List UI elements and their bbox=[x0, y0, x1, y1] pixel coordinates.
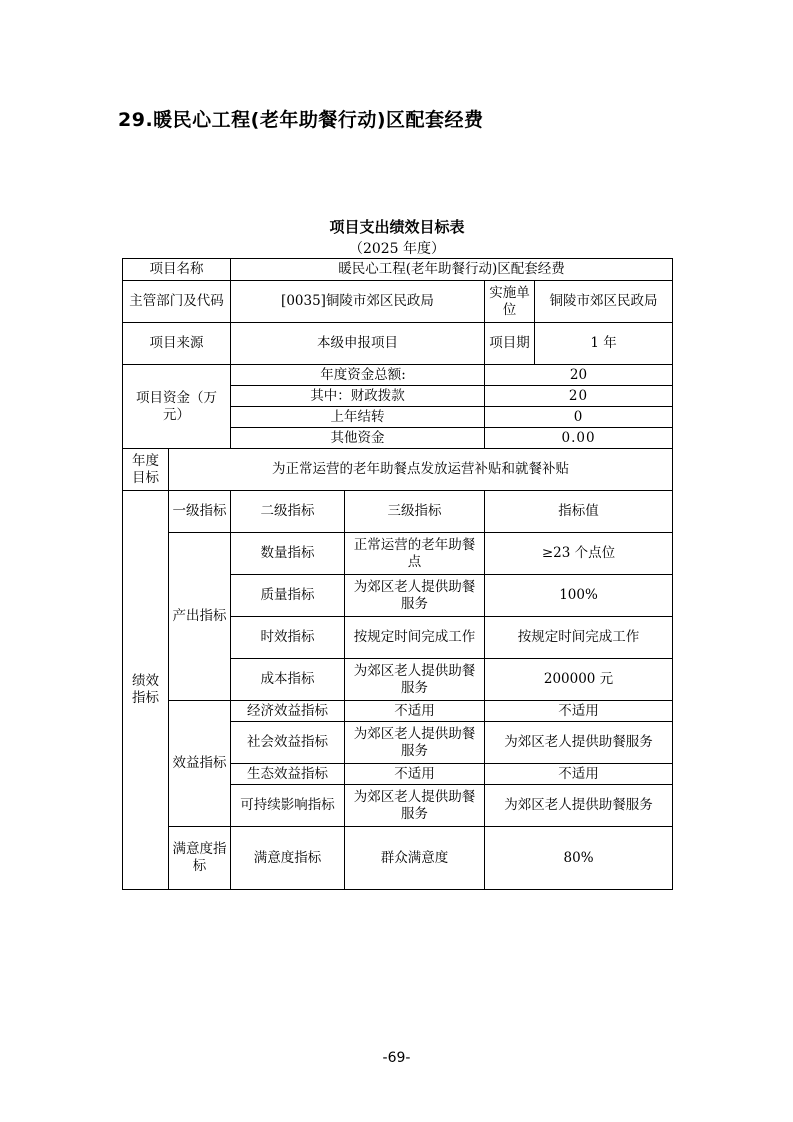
header-value: 指标值 bbox=[485, 491, 673, 533]
impl-label: 实施单位 bbox=[485, 281, 535, 323]
output-value: 按规定时间完成工作 bbox=[485, 617, 673, 659]
other-funds-value: 0.00 bbox=[485, 428, 673, 449]
header-level3: 三级指标 bbox=[345, 491, 485, 533]
total-funds-label: 年度资金总额: bbox=[231, 365, 485, 386]
benefit-value: 为郊区老人提供助餐服务 bbox=[485, 722, 673, 764]
output-indicator-label: 产出指标 bbox=[169, 533, 231, 701]
project-name-value: 暖民心工程(老年助餐行动)区配套经费 bbox=[231, 259, 673, 281]
output-level3: 为郊区老人提供助餐服务 bbox=[345, 575, 485, 617]
output-level3: 正常运营的老年助餐点 bbox=[345, 533, 485, 575]
total-funds-value: 20 bbox=[485, 365, 673, 386]
table-row bbox=[123, 323, 673, 365]
table-row bbox=[123, 827, 673, 890]
benefit-level3: 不适用 bbox=[345, 764, 485, 785]
source-value: 本级申报项目 bbox=[231, 323, 485, 365]
satisfaction-indicator-label: 满意度指标 bbox=[169, 827, 231, 890]
table-row bbox=[123, 701, 673, 722]
satisfaction-level2: 满意度指标 bbox=[231, 827, 345, 890]
output-value: 200000 元 bbox=[485, 659, 673, 701]
carryover-value: 0 bbox=[485, 407, 673, 428]
period-value: 1 年 bbox=[535, 323, 673, 365]
table-year: （2025 年度） bbox=[348, 241, 446, 257]
period-label: 项目期 bbox=[485, 323, 535, 365]
table-row bbox=[123, 533, 673, 575]
funds-label: 项目资金（万元） bbox=[123, 365, 231, 449]
header-level2: 二级指标 bbox=[231, 491, 345, 533]
table-row bbox=[123, 491, 673, 533]
fiscal-funds-value: 20 bbox=[485, 386, 673, 407]
benefit-level2: 经济效益指标 bbox=[231, 701, 345, 722]
benefit-level2: 生态效益指标 bbox=[231, 764, 345, 785]
impl-value: 铜陵市郊区民政局 bbox=[535, 281, 673, 323]
table-row bbox=[123, 449, 673, 491]
output-level2: 质量指标 bbox=[231, 575, 345, 617]
performance-table bbox=[122, 258, 673, 890]
output-level3: 按规定时间完成工作 bbox=[345, 617, 485, 659]
benefit-value: 不适用 bbox=[485, 701, 673, 722]
project-name-label: 项目名称 bbox=[123, 259, 231, 281]
other-funds-label: 其他资金 bbox=[231, 428, 485, 449]
benefit-value: 不适用 bbox=[485, 764, 673, 785]
benefit-level3: 为郊区老人提供助餐服务 bbox=[345, 722, 485, 764]
page-heading: 29.暖民心工程(老年助餐行动)区配套经费 bbox=[118, 109, 484, 131]
dept-label: 主管部门及代码 bbox=[123, 281, 231, 323]
table-title: 项目支出绩效目标表 bbox=[329, 218, 465, 236]
output-value: ≥23 个点位 bbox=[485, 533, 673, 575]
fiscal-funds-label: 其中：财政拨款 bbox=[231, 386, 485, 407]
output-level2: 数量指标 bbox=[231, 533, 345, 575]
table-row bbox=[123, 281, 673, 323]
annual-goal-label: 年度目标 bbox=[123, 449, 169, 491]
output-level3: 为郊区老人提供助餐服务 bbox=[345, 659, 485, 701]
satisfaction-value: 80% bbox=[485, 827, 673, 890]
carryover-label: 上年结转 bbox=[231, 407, 485, 428]
table-row bbox=[123, 259, 673, 281]
output-level2: 成本指标 bbox=[231, 659, 345, 701]
benefit-level2: 可持续影响指标 bbox=[231, 785, 345, 827]
table-row bbox=[123, 365, 673, 386]
page-number: -69- bbox=[382, 1050, 411, 1066]
satisfaction-level3: 群众满意度 bbox=[345, 827, 485, 890]
benefit-level3: 不适用 bbox=[345, 701, 485, 722]
annual-goal-text: 为正常运营的老年助餐点发放运营补贴和就餐补贴 bbox=[169, 449, 673, 491]
source-label: 项目来源 bbox=[123, 323, 231, 365]
header-level1: 一级指标 bbox=[169, 491, 231, 533]
output-level2: 时效指标 bbox=[231, 617, 345, 659]
indicators-section-label: 绩效指标 bbox=[123, 491, 169, 890]
dept-value: [0035]铜陵市郊区民政局 bbox=[231, 281, 485, 323]
benefit-level2: 社会效益指标 bbox=[231, 722, 345, 764]
benefit-indicator-label: 效益指标 bbox=[169, 701, 231, 827]
benefit-value: 为郊区老人提供助餐服务 bbox=[485, 785, 673, 827]
output-value: 100% bbox=[485, 575, 673, 617]
benefit-level3: 为郊区老人提供助餐服务 bbox=[345, 785, 485, 827]
